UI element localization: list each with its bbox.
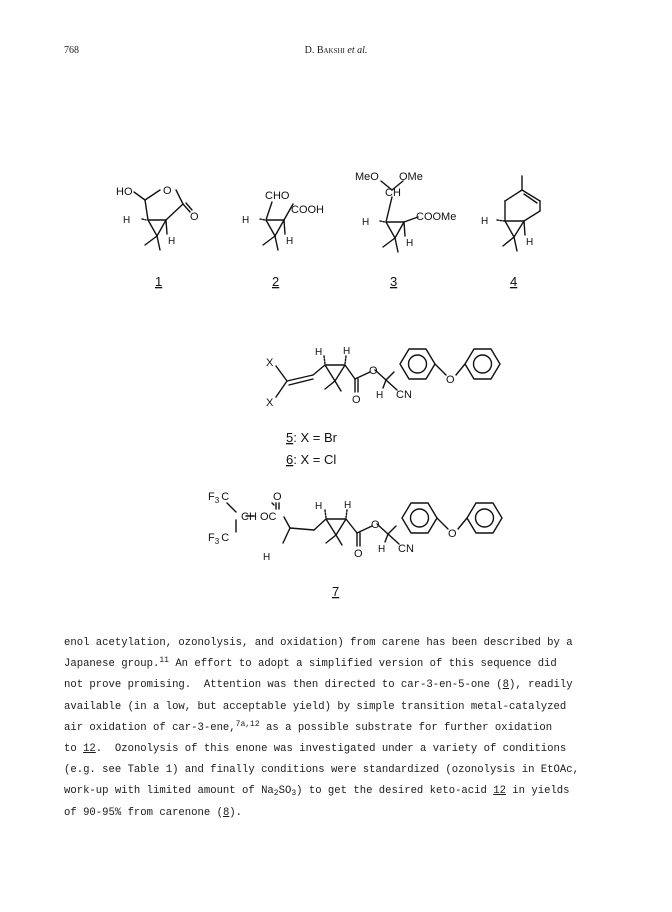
s7-c-bottom: C xyxy=(221,532,230,544)
s7-h-alpha: H xyxy=(378,544,386,555)
s3-compound-number: 3 xyxy=(390,274,398,289)
structure-4 xyxy=(497,176,540,251)
body-line-4: available (in a low, but acceptable yield) by simple transition metal-catalyzed xyxy=(64,700,567,713)
body-line-1: enol acetylation, ozonolysis, and oxidation) from carene has been described by a xyxy=(64,637,573,649)
body-line-5b: as a possible substrate for further oxidation xyxy=(259,721,553,734)
s4-compound-number: 4 xyxy=(510,274,518,289)
s1-h-left: H xyxy=(123,215,131,226)
s56-h-right: H xyxy=(343,346,351,357)
s56-label-5: 5 xyxy=(286,430,294,445)
s1-ho-label: HO xyxy=(116,186,133,198)
compound-5-line xyxy=(286,430,338,445)
s7-carbonyl-o: O xyxy=(354,548,363,560)
page-number: 768 xyxy=(64,45,79,56)
s2-cho-label: CHO xyxy=(265,190,290,202)
s56-x-eq-1: : X = xyxy=(293,430,324,445)
compound-6-line xyxy=(286,452,336,467)
s7-f3c-bottom xyxy=(208,532,229,546)
s7-top-o: O xyxy=(273,491,282,503)
s2-compound-number: 2 xyxy=(272,274,280,289)
s7-f3c-top xyxy=(208,491,229,505)
s7-compound-number: 7 xyxy=(332,584,340,599)
body-paragraph xyxy=(64,633,624,824)
s3-h-right: H xyxy=(406,238,414,249)
s56-cn-label: CN xyxy=(396,389,412,401)
structure-5-6 xyxy=(276,349,500,397)
author-initial: D. xyxy=(304,45,317,56)
s56-h-alpha: H xyxy=(376,390,384,401)
body-line-8b: SO xyxy=(278,785,292,798)
et-al: et al. xyxy=(344,45,368,56)
s3-coome-label: COOMe xyxy=(416,211,457,223)
s2-cooh-label: COOH xyxy=(291,204,324,216)
body-line-9a: of 90-95% from carenone ( xyxy=(64,806,223,819)
body-line-2b: An effort to adopt a simplified version of this sequence did xyxy=(168,658,557,671)
s3-h-left: H xyxy=(362,217,370,228)
s56-x-eq-2: : X = xyxy=(293,452,324,467)
s7-ch-oc-label: CH OC xyxy=(241,511,277,523)
structure-1 xyxy=(134,190,192,250)
body-line-6b: . Ozonolysis of this enone was investigated under a variety of conditions xyxy=(95,743,567,756)
ref-11: 11 xyxy=(159,656,169,666)
s7-ether-o: O xyxy=(448,528,457,540)
s7-ester-o: O xyxy=(371,519,380,531)
s7-h-vinyl: H xyxy=(263,552,271,563)
s7-sub3-bottom: 3 xyxy=(214,537,220,546)
s56-x-bottom: X xyxy=(266,397,274,409)
body-line-7: (e.g. see Table 1) and finally conditions were standardized (ozonolysis in EtOAc, xyxy=(64,764,579,777)
author-surname: Bakshi xyxy=(316,45,345,56)
body-line-9b: ). xyxy=(229,806,243,819)
s1-h-right: H xyxy=(168,236,176,247)
s2-h-right: H xyxy=(286,236,294,247)
s1-ring-o-label: O xyxy=(163,185,172,197)
s7-f-top: F xyxy=(208,491,215,503)
s1-compound-number: 1 xyxy=(155,274,163,289)
s7-h-right: H xyxy=(344,500,352,511)
s56-h-left: H xyxy=(315,347,323,358)
s56-ether-o: O xyxy=(446,374,455,386)
s4-h-left: H xyxy=(481,216,489,227)
ref-7a-12: 7a,12 xyxy=(235,719,260,729)
s56-br: Br xyxy=(323,430,337,445)
body-line-8d: in yields xyxy=(505,785,570,798)
s2-h-left: H xyxy=(242,215,250,226)
body-line-6a: to xyxy=(64,743,84,756)
body-line-8a: work-up with limited amount of Na xyxy=(64,785,274,798)
body-line-3: not prove promising. Attention was then directed to car-3-en-5-one ( xyxy=(64,679,503,692)
s3-ome-label: OMe xyxy=(399,171,423,183)
s7-h-left: H xyxy=(315,501,323,512)
body-line-3b: ), readily xyxy=(509,679,573,692)
sub-2: 2 xyxy=(273,789,279,799)
body-line-8c: ) to get the desired keto-acid xyxy=(296,785,494,798)
s7-cn-label: CN xyxy=(398,543,414,555)
s56-cl: Cl xyxy=(323,452,337,467)
structure-7 xyxy=(227,503,502,546)
s7-sub3-top: 3 xyxy=(214,496,220,505)
s3-ch-label: CH xyxy=(385,187,401,199)
s7-c-top: C xyxy=(221,491,230,503)
s56-x-top: X xyxy=(266,357,274,369)
s3-meo-label: MeO xyxy=(355,171,379,183)
compound-ref-8b: 8 xyxy=(222,806,230,819)
s56-carbonyl-o: O xyxy=(352,394,361,406)
body-line-2a: Japanese group. xyxy=(64,658,160,671)
s56-ester-o: O xyxy=(369,365,378,377)
sub-3: 3 xyxy=(291,789,297,799)
compound-ref-12b: 12 xyxy=(493,785,506,798)
s1-carbonyl-o-label: O xyxy=(190,211,199,223)
body-line-5a: air oxidation of car-3-ene, xyxy=(64,721,236,734)
s4-h-right: H xyxy=(526,237,534,248)
compound-ref-8a: 8 xyxy=(502,679,510,692)
s56-label-6: 6 xyxy=(286,452,294,467)
s7-f-bottom: F xyxy=(208,532,215,544)
compound-ref-12a: 12 xyxy=(83,743,96,756)
